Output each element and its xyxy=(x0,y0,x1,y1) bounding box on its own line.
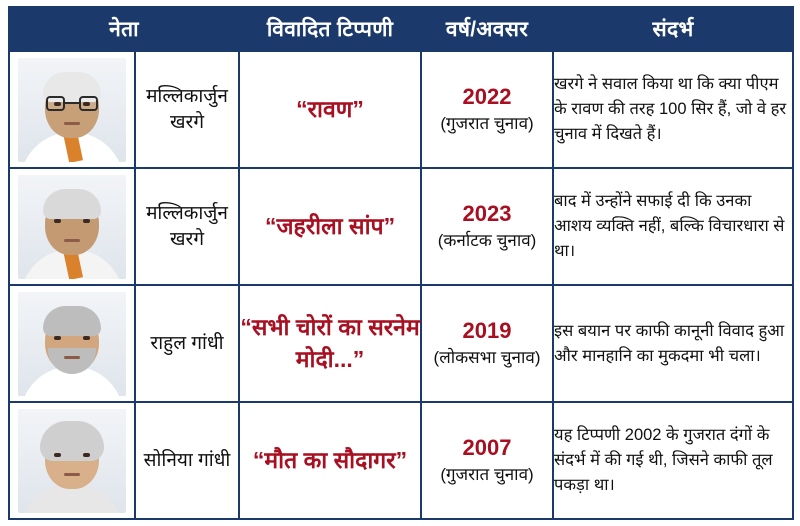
portrait-eye-right xyxy=(83,453,90,457)
leader-photo-cell xyxy=(9,51,135,168)
portrait-hair xyxy=(43,189,101,219)
context-text: खरगे ने सवाल किया था कि क्या पीएम के रावण की तरह 100 सिर हैं, जो वे हर चुनाव में दिखते हैं। xyxy=(553,51,793,168)
controversial-remarks-table xyxy=(8,6,794,520)
occasion-value: (कर्नाटक चुनाव) xyxy=(437,231,537,251)
portrait-mouth xyxy=(64,356,80,359)
portrait-hair xyxy=(40,421,104,461)
year-value: 2007 xyxy=(462,434,512,460)
portrait-eye-right xyxy=(83,102,90,106)
leader-name: मल्लिकार्जुन खरगे xyxy=(135,51,239,168)
remark-quote: “मौत का सौदागर” xyxy=(239,402,421,519)
year-value: 2022 xyxy=(462,83,512,109)
avatar xyxy=(18,409,126,513)
portrait-eye-left xyxy=(54,453,61,457)
year-value: 2019 xyxy=(462,317,512,343)
remark-quote: “रावण” xyxy=(239,51,421,168)
portrait-eye-right xyxy=(83,219,90,223)
table-body xyxy=(9,51,793,519)
remark-quote: “जहरीला सांप” xyxy=(239,168,421,285)
occasion-value: (लोकसभा चुनाव) xyxy=(433,348,541,368)
portrait-mouth xyxy=(64,122,80,125)
portrait-hair xyxy=(43,306,101,336)
leader-name: सोनिया गांधी xyxy=(135,402,239,519)
table-row xyxy=(9,51,793,168)
column-header-remark: विवादित टिप्पणी xyxy=(239,7,421,51)
avatar xyxy=(18,175,126,279)
portrait-eye-left xyxy=(54,102,61,106)
portrait-mouth xyxy=(64,239,80,242)
context-text: इस बयान पर काफी कानूनी विवाद हुआ और मानहानि का मुकदमा भी चला। xyxy=(553,285,793,402)
column-header-context: संदर्भ xyxy=(553,7,793,51)
leader-photo-cell xyxy=(9,168,135,285)
year-cell xyxy=(421,402,553,519)
table-row xyxy=(9,402,793,519)
context-text: यह टिप्पणी 2002 के गुजरात दंगों के संदर्भ में की गई थी, जिसने काफी तूल पकड़ा था। xyxy=(553,402,793,519)
table-row xyxy=(9,168,793,285)
column-header-leader: नेता xyxy=(9,7,239,51)
avatar xyxy=(18,58,126,162)
leader-photo-cell xyxy=(9,285,135,402)
year-cell xyxy=(421,51,553,168)
column-header-year: वर्ष/अवसर xyxy=(421,7,553,51)
portrait-eye-left xyxy=(54,219,61,223)
year-cell xyxy=(421,168,553,285)
context-text: बाद में उन्होंने सफाई दी कि उनका आशय व्यक्ति नहीं, बल्कि विचारधारा से था। xyxy=(553,168,793,285)
leader-name: राहुल गांधी xyxy=(135,285,239,402)
avatar xyxy=(18,292,126,396)
occasion-value: (गुजरात चुनाव) xyxy=(440,465,534,485)
remark-quote: “सभी चोरों का सरनेम मोदी...” xyxy=(239,285,421,402)
year-cell xyxy=(421,285,553,402)
portrait-eye-right xyxy=(83,336,90,340)
leader-name: मल्लिकार्जुन खरगे xyxy=(135,168,239,285)
header-row xyxy=(9,7,793,51)
portrait-mouth xyxy=(64,473,80,476)
year-value: 2023 xyxy=(462,200,512,226)
leader-photo-cell xyxy=(9,402,135,519)
table-header xyxy=(9,7,793,51)
portrait-eye-left xyxy=(54,336,61,340)
occasion-value: (गुजरात चुनाव) xyxy=(440,114,534,134)
table-row xyxy=(9,285,793,402)
